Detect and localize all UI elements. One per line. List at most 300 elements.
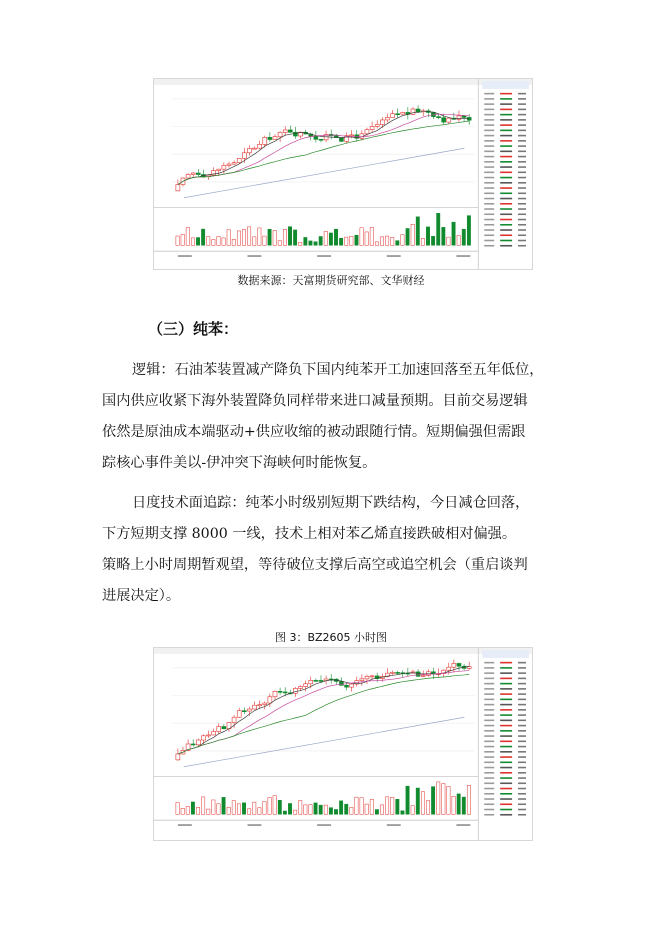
quote-extra [518, 172, 526, 174]
candle-body [217, 727, 221, 732]
logic-line: 逻辑：石油苯装置减产降负下国内纯苯开工加速回落至五年低位， [132, 362, 544, 378]
quote-extra [518, 103, 526, 105]
volume-bar [355, 235, 358, 245]
quote-extra [518, 182, 526, 184]
quote-label [484, 803, 494, 805]
candle-body [217, 169, 221, 170]
technical-line: 进展决定）。 [102, 588, 181, 604]
candle-body [283, 130, 287, 132]
volume-bar [258, 808, 261, 815]
volume-bar [380, 237, 383, 245]
quote-label [484, 678, 494, 680]
volume-bar [355, 797, 358, 814]
volume-bar [452, 796, 455, 814]
candle-body [462, 116, 466, 118]
quote-label [484, 151, 494, 153]
quote-label [484, 208, 494, 210]
volume-bar [334, 229, 337, 245]
volume-bar [416, 788, 419, 814]
volume-bar [253, 237, 256, 245]
volume-bar [227, 807, 230, 814]
quote-label [484, 693, 494, 695]
volume-bar [339, 801, 342, 814]
quote-extra [518, 229, 526, 231]
quote-value [500, 182, 512, 184]
quote-value [500, 234, 512, 236]
volume-bar [273, 796, 276, 815]
volume-bar [227, 230, 230, 245]
candle-body [273, 691, 277, 696]
quote-label [484, 735, 494, 737]
quote-extra [518, 798, 526, 800]
candle-body [396, 114, 400, 115]
volume-bar [293, 230, 296, 245]
candle-body [278, 691, 282, 692]
volume-bar [421, 792, 424, 815]
time-tick-label [248, 824, 262, 826]
candle-body [370, 676, 374, 677]
quote-value [500, 103, 512, 105]
candle-body [232, 717, 236, 722]
volume-bar [181, 234, 184, 245]
quote-value [500, 735, 512, 737]
candle-body [304, 684, 308, 687]
quote-label [484, 730, 494, 732]
candle-body [447, 667, 451, 670]
quote-label [484, 224, 494, 226]
quote-value [500, 704, 512, 706]
quote-label [484, 809, 494, 811]
volume-bar [319, 805, 322, 814]
quote-value [500, 809, 512, 811]
quote-label [484, 198, 494, 200]
quote-extra [518, 735, 526, 737]
quote-extra [518, 166, 526, 168]
volume-bar [314, 242, 317, 246]
quote-label [484, 182, 494, 184]
quote-extra [518, 814, 526, 816]
volume-bar [365, 804, 368, 814]
volume-bar [391, 797, 394, 814]
quote-value [500, 98, 512, 100]
volume-bar [406, 786, 409, 814]
quote-label [484, 798, 494, 800]
volume-bar [391, 237, 394, 245]
quote-label [484, 245, 494, 247]
candle-body [268, 697, 272, 703]
quote-value [500, 777, 512, 779]
quote-label [484, 683, 494, 685]
candle-body [365, 130, 369, 134]
volume-bar [452, 222, 455, 245]
quote-extra [518, 203, 526, 205]
quote-extra [518, 725, 526, 727]
quote-value [500, 667, 512, 669]
quote-label [484, 93, 494, 95]
chart-title-bar [154, 79, 532, 85]
quote-value [500, 762, 512, 764]
volume-bar [304, 805, 307, 814]
technical-line: 策略上小时周期暂观望，等待破位支撑后高空或追空机会（重启谈判 [102, 557, 528, 573]
volume-bar [176, 236, 179, 245]
quote-extra [518, 741, 526, 743]
quote-extra [518, 119, 526, 121]
quote-extra [518, 809, 526, 811]
volume-bar [462, 229, 465, 245]
figure3-caption: 图 3：BZ2605 小时图 [274, 631, 388, 644]
quote-extra [518, 709, 526, 711]
volume-bar [299, 242, 302, 245]
quote-value [500, 772, 512, 774]
time-tick-label [456, 824, 470, 826]
volume-bar [442, 784, 445, 815]
chart-bz2605-svg [154, 648, 532, 840]
candle-body [247, 709, 251, 711]
candle-body [350, 684, 354, 687]
quote-label [484, 172, 494, 174]
volume-bar [324, 805, 327, 814]
quote-label [484, 156, 494, 158]
quote-label [484, 161, 494, 163]
quote-label [484, 130, 494, 132]
volume-bar [207, 809, 210, 814]
quote-value [500, 245, 512, 247]
quote-label [484, 772, 494, 774]
volume-bar [334, 809, 337, 814]
volume-bar [329, 808, 332, 815]
quote-label [484, 756, 494, 758]
volume-bar [462, 797, 465, 814]
volume-bar [324, 231, 327, 245]
quote-label [484, 725, 494, 727]
volume-bar [411, 806, 414, 815]
time-tick-label [387, 824, 401, 826]
quote-extra [518, 98, 526, 100]
time-tick-label [178, 824, 192, 826]
volume-bar [268, 229, 271, 245]
quote-extra [518, 699, 526, 701]
volume-bar [421, 238, 424, 245]
volume-bar [375, 810, 378, 815]
quote-extra [518, 240, 526, 242]
volume-bar [411, 224, 414, 245]
volume-bar [288, 803, 291, 814]
quote-extra [518, 667, 526, 669]
quote-value [500, 767, 512, 769]
quote-label [484, 793, 494, 795]
quote-label [484, 140, 494, 142]
volume-bar [345, 237, 348, 245]
candle-body [283, 692, 287, 693]
volume-bar [222, 797, 225, 814]
quote-extra [518, 213, 526, 215]
candle-body [467, 117, 471, 120]
candle-body [247, 148, 251, 152]
quote-label [484, 135, 494, 137]
time-tick-label [317, 824, 331, 826]
quote-extra [518, 662, 526, 664]
quote-label [484, 746, 494, 748]
quote-value [500, 741, 512, 743]
quote-label [484, 177, 494, 179]
volume-bar [201, 229, 204, 245]
volume-bar [350, 236, 353, 245]
volume-bar [207, 237, 210, 246]
quote-extra [518, 782, 526, 784]
volume-bar [457, 794, 460, 814]
quote-extra [518, 245, 526, 247]
quote-value [500, 114, 512, 116]
quote-value [500, 672, 512, 674]
quote-extra [518, 767, 526, 769]
candle-body [196, 740, 200, 745]
volume-bar [360, 228, 363, 245]
quote-value [500, 720, 512, 722]
candle-body [299, 686, 303, 688]
quote-extra [518, 793, 526, 795]
volume-bar [447, 237, 450, 245]
quote-value [500, 140, 512, 142]
volume-bar [212, 240, 215, 246]
volume-bar [360, 798, 363, 815]
volume-bar [406, 228, 409, 245]
candle-body [191, 744, 195, 745]
candle-body [345, 685, 349, 687]
volume-bar [426, 227, 429, 245]
quote-extra [518, 198, 526, 200]
quote-value [500, 203, 512, 205]
candle-body [207, 735, 211, 736]
volume-bar [467, 216, 470, 246]
candle-body [258, 705, 262, 706]
candle-body [319, 680, 323, 681]
candle-body [385, 118, 389, 120]
candle-body [201, 736, 205, 740]
candle-body [222, 165, 226, 169]
quote-label [484, 688, 494, 690]
quote-value [500, 198, 512, 200]
volume-bar [467, 785, 470, 814]
quote-extra [518, 151, 526, 153]
quote-value [500, 662, 512, 664]
candle-body [176, 185, 180, 191]
quote-value [500, 156, 512, 158]
quote-extra [518, 751, 526, 753]
quote-value [500, 699, 512, 701]
quote-label [484, 240, 494, 242]
quote-value [500, 172, 512, 174]
candle-body [442, 118, 446, 122]
candle-body [339, 138, 343, 142]
volume-bar [426, 801, 429, 815]
volume-bar [186, 227, 189, 245]
volume-bar [278, 800, 281, 814]
quote-label [484, 187, 494, 189]
candle-body [416, 672, 420, 676]
volume-bar [339, 238, 342, 245]
quote-value [500, 229, 512, 231]
candle-body [237, 158, 241, 162]
candle-body [360, 679, 364, 681]
volume-bar [186, 806, 189, 814]
volume-bar [447, 786, 450, 814]
candle-body [365, 676, 369, 678]
volume-bar [437, 782, 440, 814]
time-tick-label [317, 255, 331, 257]
candle-body [391, 672, 395, 673]
quote-extra [518, 777, 526, 779]
quote-value [500, 193, 512, 195]
quote-extra [518, 135, 526, 137]
quote-label [484, 109, 494, 111]
candle-body [258, 144, 262, 148]
quote-label [484, 145, 494, 147]
quote-label [484, 114, 494, 116]
quote-label [484, 672, 494, 674]
candle-body [186, 174, 190, 178]
quote-value [500, 145, 512, 147]
candle-body [242, 153, 246, 159]
quote-label [484, 124, 494, 126]
quote-extra [518, 219, 526, 221]
candle-body [416, 109, 420, 112]
quote-label [484, 741, 494, 743]
volume-bar [247, 227, 250, 245]
volume-bar [431, 787, 434, 815]
volume-bar [263, 236, 266, 245]
quote-extra [518, 762, 526, 764]
quote-extra [518, 693, 526, 695]
quote-value [500, 693, 512, 695]
quote-extra [518, 678, 526, 680]
volume-bar [201, 797, 204, 814]
candle-body [232, 163, 236, 164]
quote-label [484, 782, 494, 784]
quote-extra [518, 124, 526, 126]
volume-bar [176, 803, 179, 815]
quote-extra [518, 803, 526, 805]
quote-extra [518, 772, 526, 774]
candle-body [467, 667, 471, 669]
quote-label [484, 788, 494, 790]
quote-label [484, 119, 494, 121]
volume-bar [237, 804, 240, 814]
volume-bar [319, 237, 322, 246]
quote-value [500, 709, 512, 711]
volume-bar [309, 805, 312, 815]
candle-body [293, 688, 297, 693]
volume-bar [314, 803, 317, 814]
quote-extra [518, 187, 526, 189]
candle-body [237, 711, 241, 718]
candlestick-chart-top [153, 78, 533, 270]
volume-bar [278, 241, 281, 246]
quote-value [500, 151, 512, 153]
quote-label [484, 662, 494, 664]
candle-body [191, 173, 195, 174]
volume-bar [232, 801, 235, 815]
volume-bar [396, 799, 399, 814]
quote-label [484, 667, 494, 669]
quote-label [484, 193, 494, 195]
quote-value [500, 166, 512, 168]
candle-body [421, 675, 425, 676]
quote-value [500, 756, 512, 758]
volume-bar [431, 236, 434, 245]
quote-label [484, 98, 494, 100]
quote-extra [518, 224, 526, 226]
quote-label [484, 762, 494, 764]
quote-label [484, 720, 494, 722]
quote-extra [518, 788, 526, 790]
volume-bar [350, 807, 353, 814]
candle-body [452, 663, 456, 667]
quote-extra [518, 683, 526, 685]
volume-bar [217, 237, 220, 246]
quote-value [500, 177, 512, 179]
volume-bar [253, 802, 256, 814]
quote-value [500, 219, 512, 221]
quote-extra [518, 193, 526, 195]
quote-value [500, 746, 512, 748]
quote-label [484, 767, 494, 769]
volume-bar [217, 804, 220, 814]
volume-bar [191, 238, 194, 245]
volume-bar [268, 797, 271, 814]
chart-title-bar [154, 648, 532, 654]
logic-line: 国内供应收紧下海外装置降负同样带来进口减量预期。目前交易逻辑 [102, 393, 528, 409]
volume-bar [293, 810, 296, 814]
quote-extra [518, 714, 526, 716]
volume-bar [232, 239, 235, 245]
quote-label [484, 229, 494, 231]
technical-line: 日度技术面追踪：纯苯小时级别短期下跌结构，今日减仓回落， [132, 495, 530, 511]
quote-label [484, 234, 494, 236]
quote-extra [518, 756, 526, 758]
quote-label [484, 699, 494, 701]
quote-value [500, 725, 512, 727]
quote-value [500, 240, 512, 242]
quote-label [484, 814, 494, 816]
candlestick-chart-bz2605 [153, 647, 533, 841]
quote-value [500, 814, 512, 816]
time-tick-label [248, 255, 262, 257]
candle-body [380, 120, 384, 125]
volume-bar [258, 228, 261, 245]
technical-paragraph [102, 488, 564, 612]
quote-value [500, 224, 512, 226]
candle-body [263, 703, 267, 705]
volume-bar [299, 801, 302, 815]
chart-top-svg [154, 79, 532, 269]
quote-value [500, 714, 512, 716]
quote-label [484, 714, 494, 716]
quote-value [500, 678, 512, 680]
candle-body [457, 663, 461, 666]
candle-body [437, 117, 441, 118]
volume-bar [345, 804, 348, 814]
quote-value [500, 798, 512, 800]
quote-extra [518, 140, 526, 142]
volume-bar [288, 227, 291, 246]
volume-bar [329, 233, 332, 245]
quote-label [484, 751, 494, 753]
candle-body [288, 130, 292, 132]
quote-value [500, 93, 512, 95]
volume-bar [242, 229, 245, 245]
quote-label [484, 103, 494, 105]
volume-bar [237, 231, 240, 245]
